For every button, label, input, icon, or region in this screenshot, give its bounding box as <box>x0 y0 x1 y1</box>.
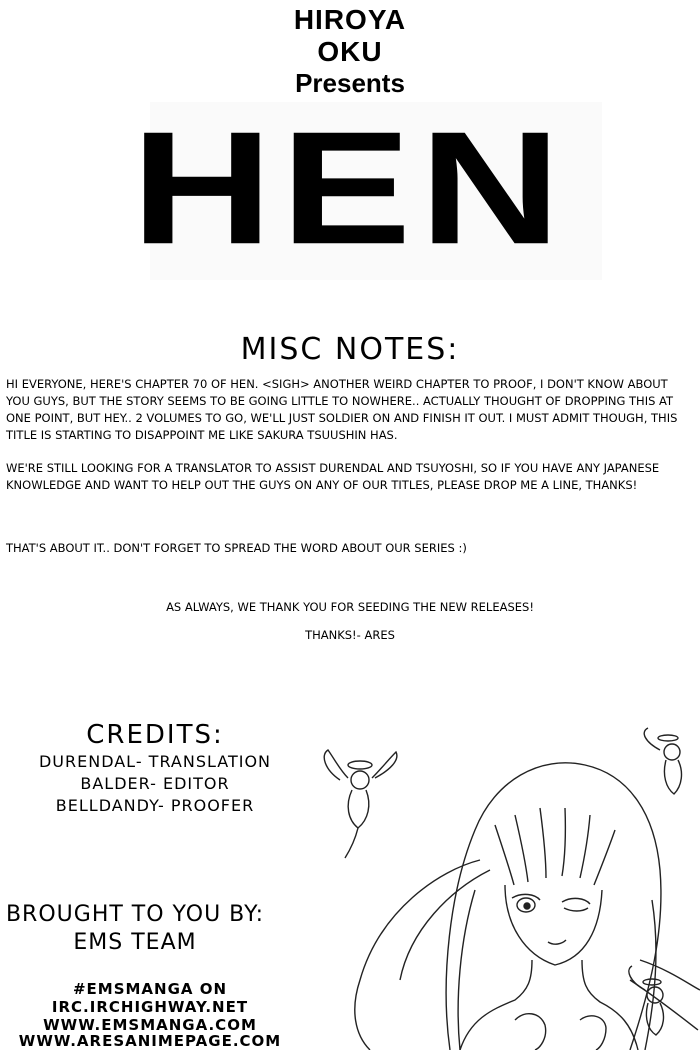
series-title: HEN <box>131 98 569 278</box>
manga-girl-illustration <box>300 720 700 1050</box>
website-link[interactable]: WWW.EMSMANGA.COM <box>43 1016 257 1034</box>
team-name: EMS TEAM <box>73 930 197 955</box>
notes-paragraph: HI EVERYONE, HERE'S CHAPTER 70 OF HEN. <SIGH> ANOTHER WEIRD CHAPTER TO PROOF, I DON'T KNOW ABOUT YOU GUYS, BUT THE STORY SEEMS TO BE GOING LITTLE TO NOWHERE.. ACTUALLY THOUGHT OF DROPPING THIS AT ONE POINT, BUT HEY.. 2 VOLUMES TO GO, WE'LL JUST SOLDIER ON AND FINISH IT OUT. I MUST ADMIT THOUGH, THIS TITLE IS STARTING TO DISAPPOINT ME LIKE SAKURA TSUUSHIN HAS. <box>6 377 678 442</box>
author-first-name: HIROYA <box>293 4 407 35</box>
credit-translation: DURENDAL- TRANSLATION <box>38 752 272 771</box>
website-link[interactable]: WWW.ARESANIMEPAGE.COM <box>18 1032 282 1050</box>
irc-server: IRC.IRCHIGHWAY.NET <box>51 998 249 1016</box>
credit-proofer: BELLDANDY- PROOFER <box>55 796 255 815</box>
misc-notes-heading: MISC NOTES: <box>240 332 460 367</box>
credits-heading: CREDITS: <box>86 720 224 750</box>
presents-label: Presents <box>295 68 405 98</box>
notes-paragraph: WE'RE STILL LOOKING FOR A TRANSLATOR TO ASSIST DURENDAL AND TSUYOSHI, SO IF YOU HAVE ANY JAPANESE KNOWLEDGE AND WANT TO HELP OUT THE GUYS ON ANY OF OUR TITLES, PLEASE DROP ME A LINE, THANKS! <box>6 461 660 492</box>
notes-paragraph: THAT'S ABOUT IT.. DON'T FORGET TO SPREAD THE WORD ABOUT OUR SERIES :) <box>6 541 467 555</box>
brought-to-you-heading: BROUGHT TO YOU BY: <box>5 902 265 927</box>
author-last-name: OKU <box>317 36 383 67</box>
irc-channel: #EMSMANGA ON <box>72 980 228 998</box>
credit-editor: BALDER- EDITOR <box>80 774 230 793</box>
thanks-seeding-line: AS ALWAYS, WE THANK YOU FOR SEEDING THE NEW RELEASES! <box>166 600 534 614</box>
signoff-line: THANKS!- ARES <box>305 628 395 642</box>
